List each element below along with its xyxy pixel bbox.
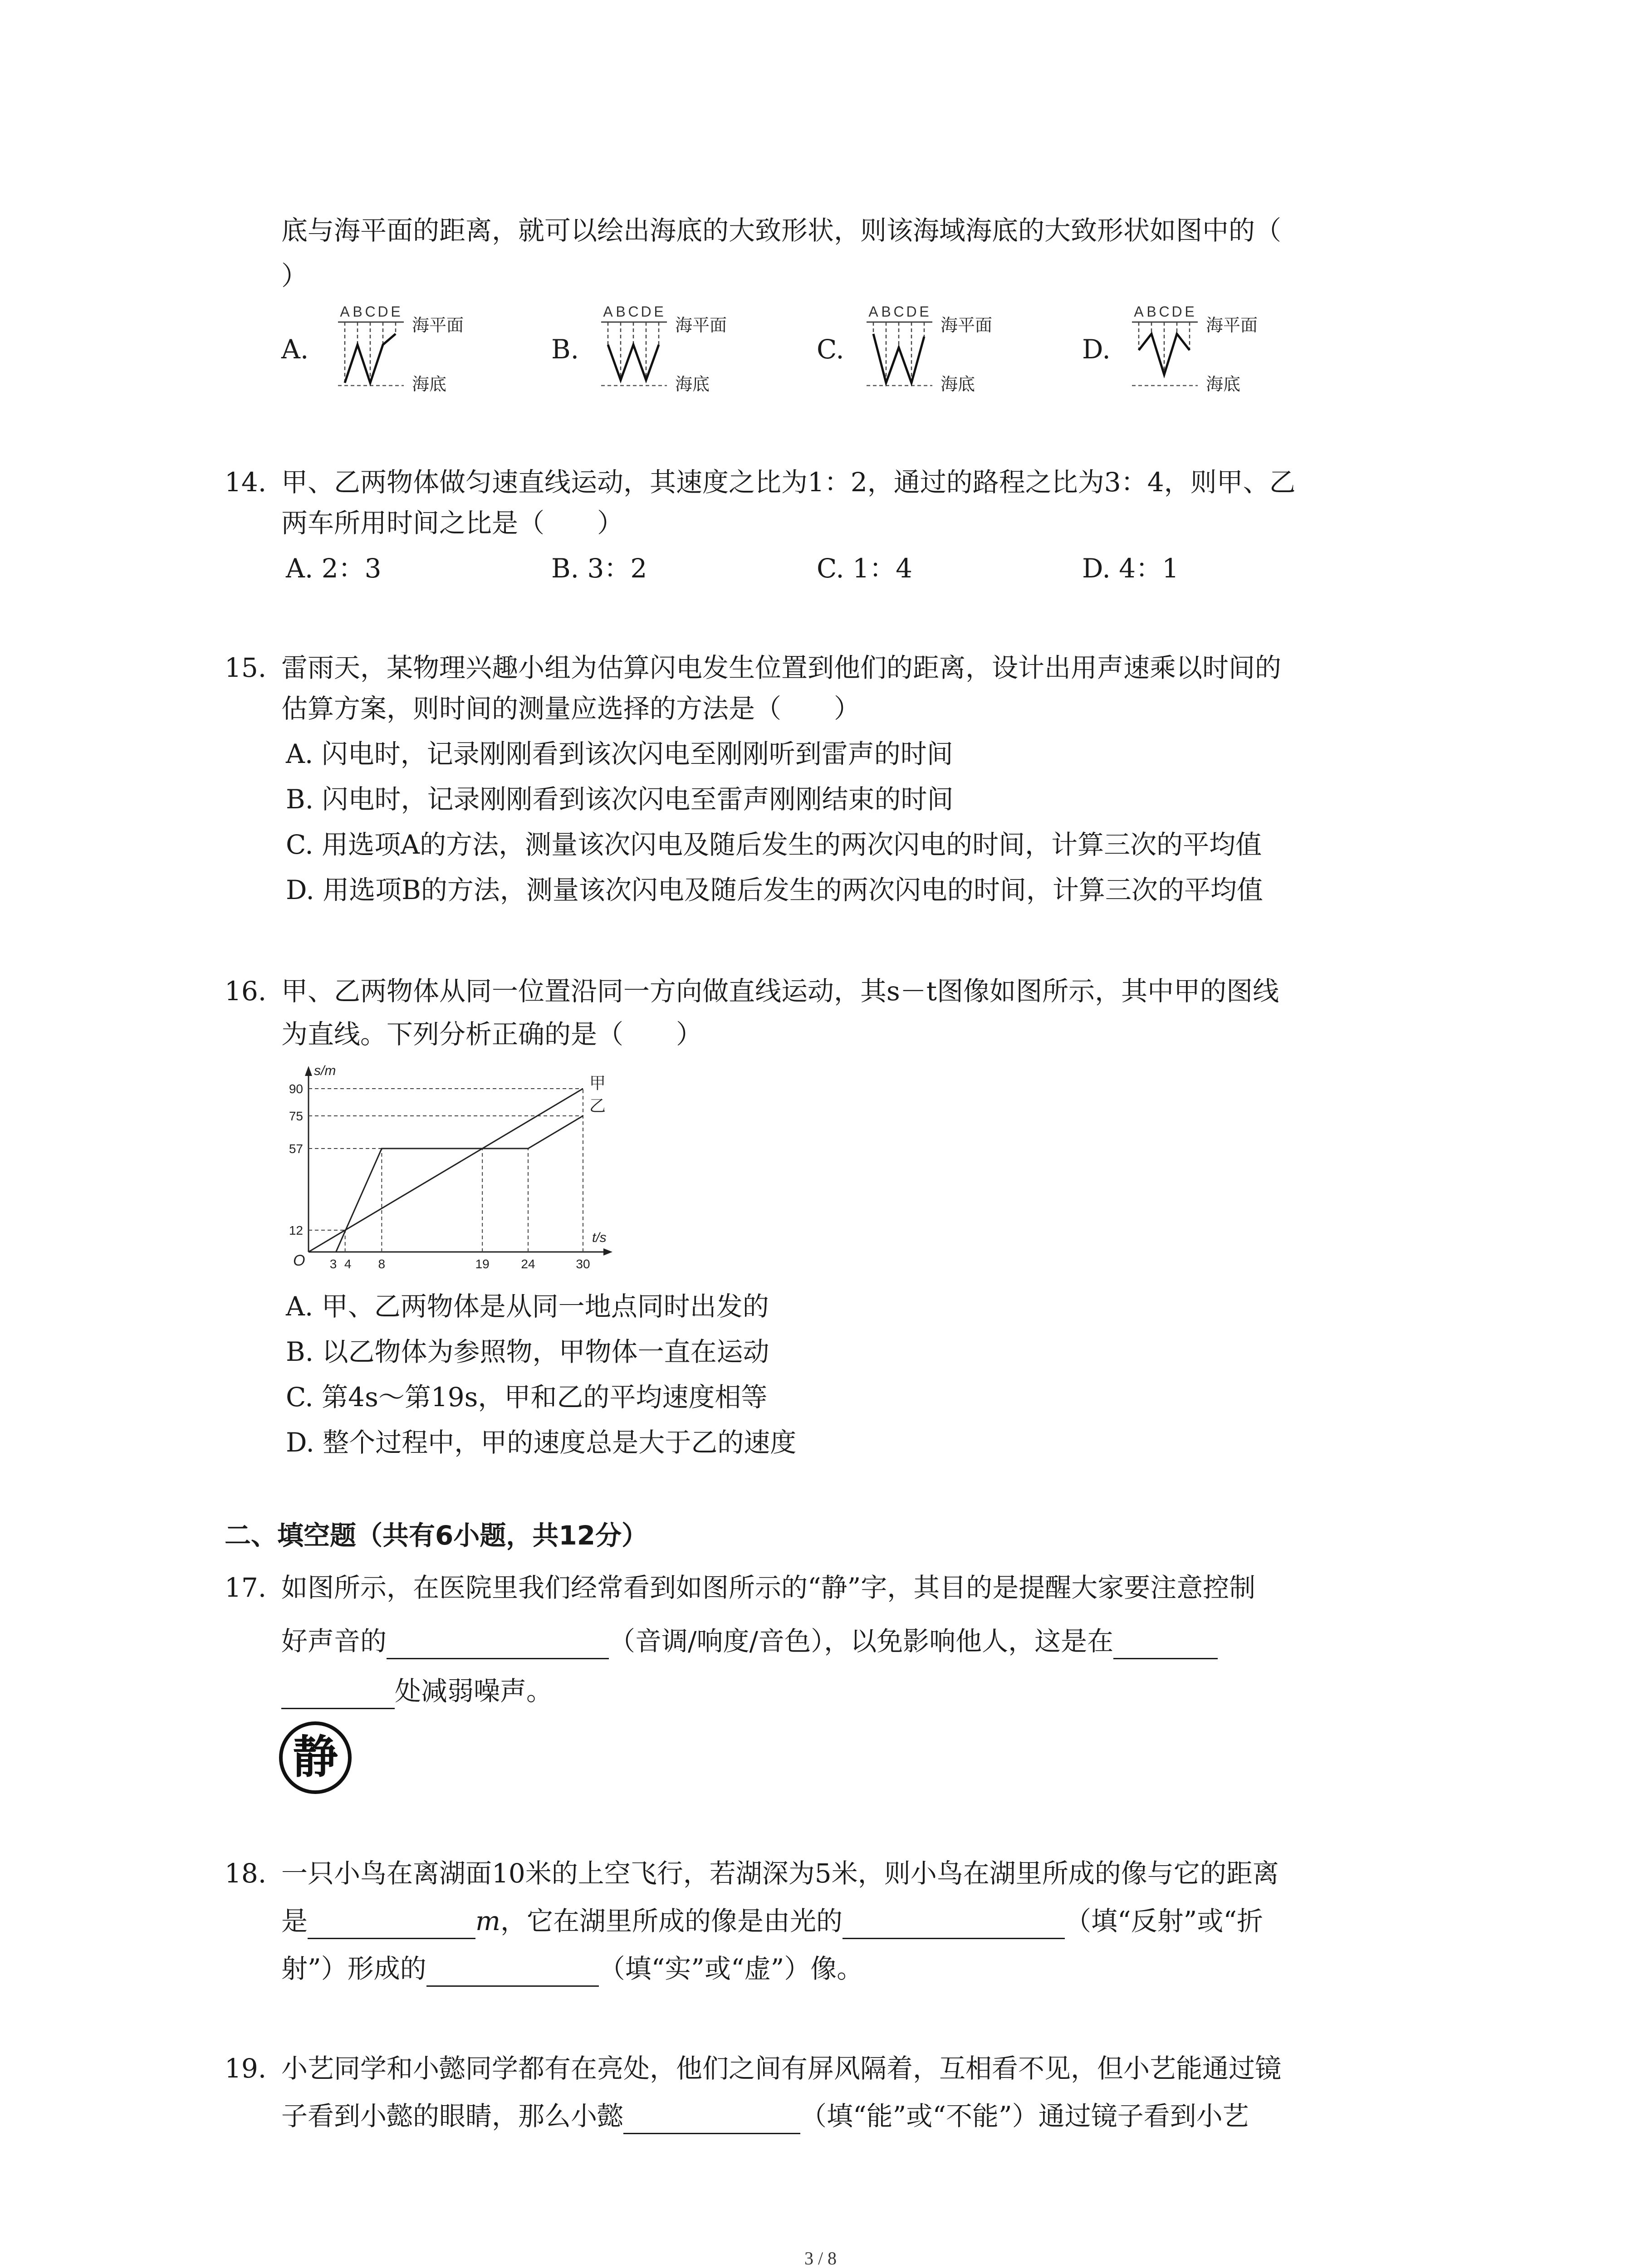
section-title: 二、填空题（共有6小题，共12分） [225, 1520, 648, 1551]
q18-line2 [281, 1903, 1263, 1939]
q17-line2-text-b: （音调/响度/音色），以免影响他人，这是在 [609, 1626, 1114, 1657]
y-tick-label: 75 [289, 1109, 303, 1123]
x-tick-label: 24 [521, 1257, 535, 1271]
seabed-label: 海底 [675, 374, 710, 394]
sea-level-label: 海平面 [1206, 315, 1258, 335]
q19-line2-text-b: （填“能”或“不能”）通过镜子看到小艺 [800, 2101, 1249, 2131]
q19-number: 19. [225, 2053, 267, 2084]
y-tick-label: 12 [289, 1223, 303, 1237]
q18-line2-text-a: 是 [281, 1906, 308, 1936]
q17-blank-2b[interactable] [281, 1680, 395, 1709]
q18-line1: 一只小鸟在离湖面10米的上空飞行，若湖深为5米，则小鸟在湖里所成的像与它的距离 [281, 1858, 1279, 1889]
q13-option-d-figure [1130, 299, 1284, 399]
q17-number: 17. [225, 1572, 267, 1603]
q13-point-label: D [641, 303, 652, 320]
q19-blank-1[interactable] [623, 2105, 800, 2134]
q15-option-b: B. 闪电时，记录刚刚看到该次闪电至雷声刚刚结束的时间 [286, 784, 954, 815]
q18-line3-text-b: （填“实”或“虚”）像。 [598, 1953, 863, 1984]
q16-number: 16. [225, 976, 267, 1007]
q18-blank-1[interactable] [308, 1910, 475, 1939]
q13-point-label: E [391, 303, 401, 320]
q13-option-c-figure [864, 299, 1019, 399]
q17-blank-1[interactable] [387, 1630, 609, 1659]
q17-line3-text: 处减弱噪声。 [395, 1676, 553, 1706]
q17-blank-2a[interactable] [1113, 1630, 1218, 1659]
q14-line1: 甲、乙两物体做匀速直线运动，其速度之比为1：2，通过的路程之比为3：4，则甲、乙 [281, 467, 1296, 498]
quiet-sign-char: 静 [293, 1730, 338, 1784]
x-tick-label: 8 [378, 1257, 386, 1271]
q18-line2-text-c: ，它在湖里所成的像是由光的 [500, 1906, 843, 1936]
q13-point-label: A [603, 303, 613, 320]
q13-point-label: C [365, 303, 376, 320]
q14-option-b: B. 3：2 [551, 553, 647, 584]
q18-unit: m [475, 1906, 501, 1936]
sea-level-label: 海平面 [412, 315, 464, 335]
q16-option-d: D. 整个过程中，甲的速度总是大于乙的速度 [286, 1427, 797, 1458]
q13-point-label: E [919, 303, 929, 320]
q13-point-label: D [906, 303, 917, 320]
q13-option-a-label: A. [281, 334, 309, 365]
series-label-jia: 甲 [589, 1074, 606, 1093]
series-line-jia [309, 1089, 583, 1252]
q18-blank-2[interactable] [843, 1910, 1065, 1939]
x-axis-label: t/s [592, 1230, 607, 1245]
quiet-sign-image [277, 1719, 354, 1796]
q13-option-c-label: C. [817, 334, 844, 365]
q13-point-label: B [616, 303, 626, 320]
x-tick-label: 4 [344, 1257, 352, 1271]
x-tick-label: 30 [576, 1257, 590, 1271]
q14-option-c: C. 1：4 [817, 553, 912, 584]
x-tick-label: 3 [329, 1257, 337, 1271]
q17-line1: 如图所示，在医院里我们经常看到如图所示的“静”字，其目的是提醒大家要注意控制 [281, 1572, 1256, 1603]
q14-number: 14. [225, 467, 267, 498]
x-axis-arrow [603, 1248, 612, 1256]
q15-option-a: A. 闪电时，记录刚刚看到该次闪电至刚刚听到雷声的时间 [286, 738, 953, 769]
seabed-label: 海底 [1206, 374, 1241, 394]
q16-line2: 为直线。下列分析正确的是（ ） [281, 1019, 703, 1050]
q15-option-d: D. 用选项B的方法，测量该次闪电及随后发生的两次闪电的时间，计算三次的平均值 [286, 875, 1263, 905]
q19-line2 [281, 2098, 1249, 2134]
series-line-yi [336, 1116, 583, 1252]
sea-level-label: 海平面 [675, 315, 727, 335]
y-tick-label: 57 [289, 1142, 303, 1156]
seabed-label: 海底 [412, 374, 447, 394]
q13-point-label: A [1134, 303, 1144, 320]
q15-number: 15. [225, 652, 267, 683]
q13-line2: ） [281, 260, 308, 291]
q13-option-d-label: D. [1082, 334, 1111, 365]
q13-line1: 底与海平面的距离，就可以绘出海底的大致形状，则该海域海底的大致形状如图中的（ [281, 215, 1282, 246]
q13-point-label: A [868, 303, 878, 320]
q13-point-label: B [881, 303, 891, 320]
q18-number: 18. [225, 1858, 267, 1889]
q16-option-a: A. 甲、乙两物体是从同一地点同时出发的 [286, 1291, 769, 1322]
y-axis-label: s/m [314, 1063, 336, 1078]
st-graph [272, 1061, 635, 1275]
q15-line1: 雷雨天，某物理兴趣小组为估算闪电发生位置到他们的距离，设计出用声速乘以时间的 [281, 652, 1282, 683]
q15-line2: 估算方案，则时间的测量应选择的方法是（ ） [281, 693, 861, 724]
q18-line2-text-d: （填“反射”或“折 [1065, 1906, 1263, 1936]
q13-point-label: B [1146, 303, 1156, 320]
q15-option-c: C. 用选项A的方法，测量该次闪电及随后发生的两次闪电的时间，计算三次的平均值 [286, 829, 1262, 860]
q13-point-label: D [1171, 303, 1182, 320]
q13-point-label: C [893, 303, 904, 320]
q13-option-b-figure [599, 299, 753, 399]
q16-option-b: B. 以乙物体为参照物，甲物体一直在运动 [286, 1336, 769, 1367]
q14-line2: 两车所用时间之比是（ ） [281, 508, 624, 538]
q13-point-label: C [1159, 303, 1170, 320]
q13-point-label: A [340, 303, 350, 320]
q14-option-a: A. 2：3 [286, 553, 382, 584]
y-tick-label: 90 [289, 1082, 303, 1096]
q13-point-label: B [353, 303, 362, 320]
q19-line2-text-a: 子看到小懿的眼睛，那么小懿 [281, 2101, 624, 2131]
q18-line3-text-a: 射”）形成的 [281, 1953, 426, 1984]
q18-line3 [281, 1950, 863, 1987]
sea-level-label: 海平面 [941, 315, 993, 335]
q13-point-label: E [654, 303, 664, 320]
origin-label: O [293, 1252, 305, 1269]
page-number: 3 / 8 [804, 2248, 837, 2268]
x-tick-label: 19 [475, 1257, 490, 1271]
q16-option-c: C. 第4s～第19s，甲和乙的平均速度相等 [286, 1382, 768, 1413]
q13-point-label: C [628, 303, 639, 320]
q13-point-label: E [1185, 303, 1195, 320]
series-label-yi: 乙 [589, 1097, 606, 1115]
q17-line3 [281, 1673, 553, 1709]
q13-option-b-label: B. [551, 334, 579, 365]
seabed-label: 海底 [941, 374, 975, 394]
q16-line1: 甲、乙两物体从同一位置沿同一方向做直线运动，其s－t图像如图所示，其中甲的图线 [281, 976, 1279, 1007]
q13-option-a-figure [336, 299, 490, 399]
q17-line2 [281, 1623, 1218, 1659]
y-axis-arrow [305, 1066, 312, 1076]
q19-line1: 小艺同学和小懿同学都有在亮处，他们之间有屏风隔着，互相看不见，但小艺能通过镜 [281, 2053, 1282, 2084]
q14-option-d: D. 4：1 [1082, 553, 1179, 584]
q17-line2-text-a: 好声音的 [281, 1626, 387, 1657]
q13-point-label: D [377, 303, 388, 320]
q18-blank-3[interactable] [426, 1957, 599, 1987]
